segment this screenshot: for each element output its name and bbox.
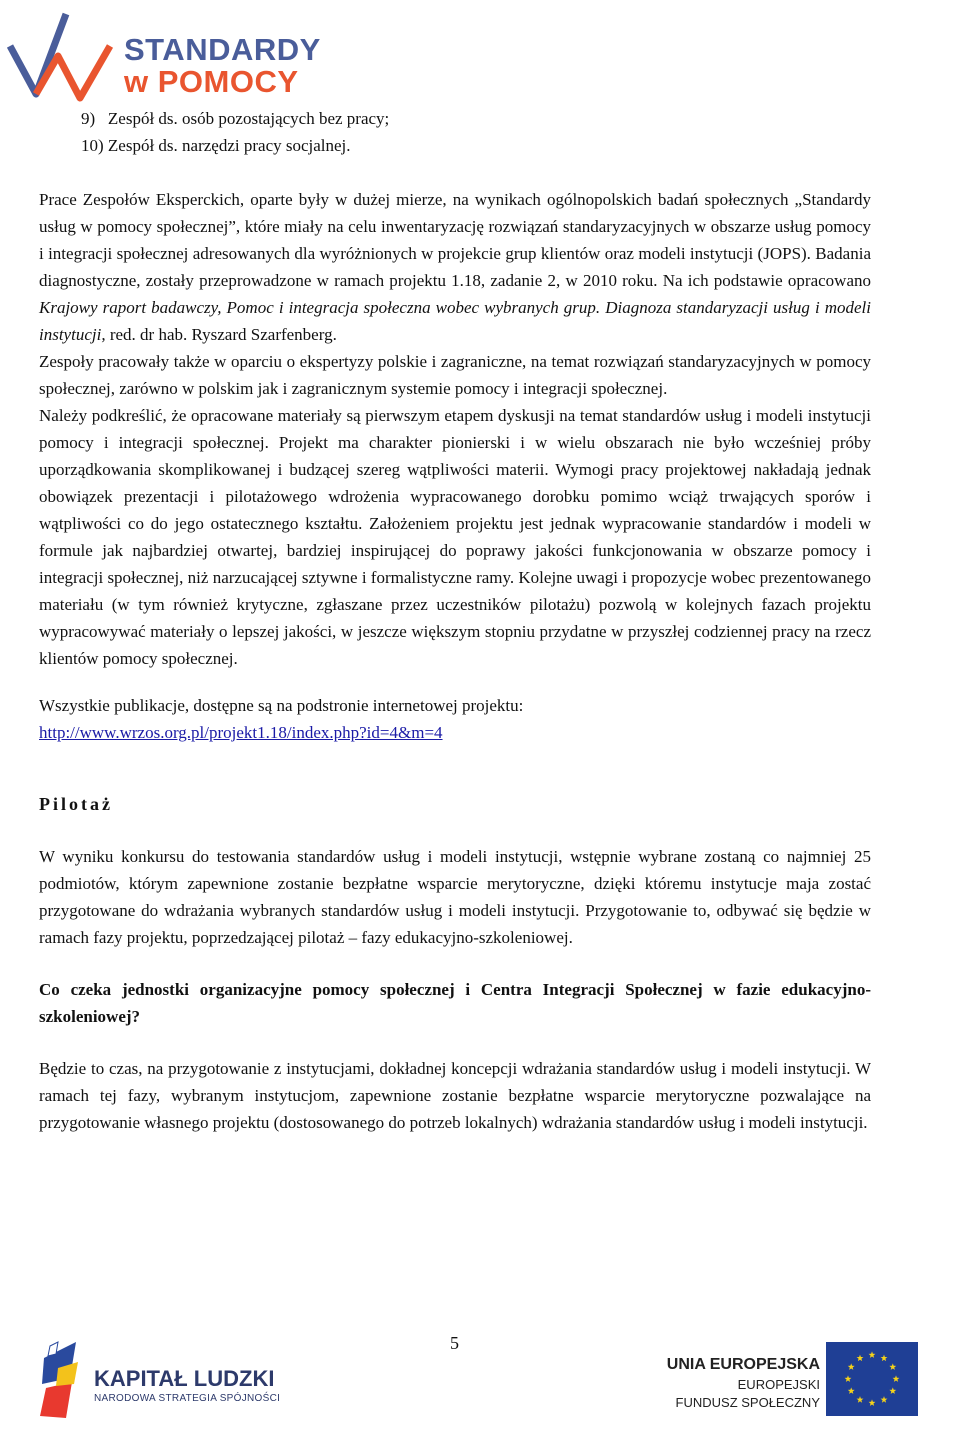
kapital-ludzki-subtitle: NARODOWA STRATEGIA SPÓJNOŚCI <box>94 1393 281 1404</box>
paragraph-expert-teams <box>39 186 871 348</box>
paragraph-expertise: Zespoły pracowały także w oparciu o ekspertyzy polskie i zagraniczne, na temat rozwiązań standaryzacyjnych w pomocy społecznej, zarówno w polskim jak i zagranicznym systemie pomocy i integracji społecznej. <box>39 352 871 398</box>
paragraph-text: Prace Zespołów Eksperckich, oparte były w dużej mierze, na wynikach ogólnopolskich badań społecznych „Standardy usług w pomocy społecznej”, które miały na celu inwentaryzację rozwiązań standaryzacyjnych w obszarze usług pomocy i integracji społecznej adresowanych dla wyróżnionych w projekcie grup klientów oraz modeli instytucji (JOPS). Badania diagnostyczne, zostały przeprowadzone w ramach projektu 1.18, zadanie 2, w 2010 roku. Na ich podstawie opracowano <box>39 190 871 290</box>
document-body <box>39 105 871 1136</box>
paragraph-text: red. dr hab. Ryszard Szarfenberg. <box>105 325 337 344</box>
standardy-logo-mark-icon <box>6 6 122 106</box>
page-number: 5 <box>450 1333 459 1353</box>
eu-flag-icon <box>826 1342 918 1416</box>
kapital-ludzki-emblem-icon <box>36 1338 92 1422</box>
section-title-pilotaz: Pilotaż <box>39 794 113 814</box>
list-item: 10) Zespół ds. narzędzi pracy socjalnej. <box>81 136 351 155</box>
paragraph-preparation: Będzie to czas, na przygotowanie z instytucjami, dokładnej koncepcji wdrażania standardów usług i modeli instytucji. W ramach tej fazy, wybranym instytucjom, zapewnione zostanie bezpłatne wsparcie merytoryczne pozwalające na przygotowanie własnego projektu (dostosowanego do potrzeb lokalnych) wdrażania standardów usług i modeli instytucji. <box>39 1059 871 1132</box>
question-heading: Co czeka jednostki organizacyjne pomocy społecznej i Centra Integracji Społecznej w fazie edukacyjno-szkoleniowej? <box>39 980 871 1026</box>
report-title: Krajowy raport badawczy, Pomoc i integracja społeczna wobec wybranych grup. Diagnoza standaryzacji usług i modeli instytucji, <box>39 298 871 344</box>
logo-line-standardy: STANDARDY <box>124 32 321 67</box>
logo-line-w-pomocy: w POMOCY <box>124 64 299 99</box>
ue-line-fundusz: FUNDUSZ SPOŁECZNY <box>675 1395 820 1410</box>
ue-line-europejski: EUROPEJSKI <box>737 1377 820 1392</box>
kapital-ludzki-title: KAPITAŁ LUDZKI <box>94 1366 275 1391</box>
eu-logo <box>666 1342 930 1418</box>
ue-line-unia: UNIA EUROPEJSKA <box>666 1356 820 1373</box>
paragraph-materials: Należy podkreślić, że opracowane materiały są pierwszym etapem dyskusji na temat standardów usług i modeli instytucji pomocy i integracji społecznej. Projekt ma charakter pionierski i w wielu obszarach nie było wcześniej próby uporządkowania skomplikowanej i budzącej szereg wątpliwości materii. Wymogi pracy projektowej nakładają jednak obowiązek prezentacji i pilotażowego wdrożenia wypracowanego dorobku pomimo wciąż trwających sporów i wątpliwości co do jego ostatecznego kształtu. Założeniem projektu jest jednak wypracowanie standardów i modeli w formule jak najbardziej otwartej, bardziej inspirującej do poprawy jakości funkcjonowania w obszarze pomocy i integracji społecznej, niż narzucającej sztywne i formalistyczne ramy. Kolejne uwagi i propozycje wobec prezentowanego materiału (w tym również krytyczne, zgłaszane przez uczestników pilotażu) pozwolą w kolejnych fazach projektu wypracowywać materiały o lepszej jakości, w jeszcze większym stopniu przydatne w przyszłej codziennej pracy na rzecz klientów pomocy społecznej. <box>39 406 872 668</box>
team-list <box>81 105 871 159</box>
list-item: 9) Zespół ds. osób pozostających bez pracy; <box>81 109 390 128</box>
standardy-logo <box>6 6 321 106</box>
publications-text: Wszystkie publikacje, dostępne są na podstronie internetowej projektu: <box>39 696 524 715</box>
kapital-ludzki-logo <box>36 1338 296 1422</box>
project-link[interactable]: http://www.wrzos.org.pl/projekt1.18/index.php?id=4&m=4 <box>39 723 443 742</box>
paragraph-competition: W wyniku konkursu do testowania standardów usług i modeli instytucji, wstępnie wybrane zostaną co najmniej 25 podmiotów, którym zapewnione zostanie bezpłatne wsparcie merytoryczne, dzięki któremu instytucje maja zostać przygotowane do wdrażania wybranych standardów usług i modeli instytucji. Przygotowanie to, odbywać się będzie w ramach fazy projektu, poprzedzającej pilotaż – fazy edukacyjno-szkoleniowej. <box>39 847 871 947</box>
